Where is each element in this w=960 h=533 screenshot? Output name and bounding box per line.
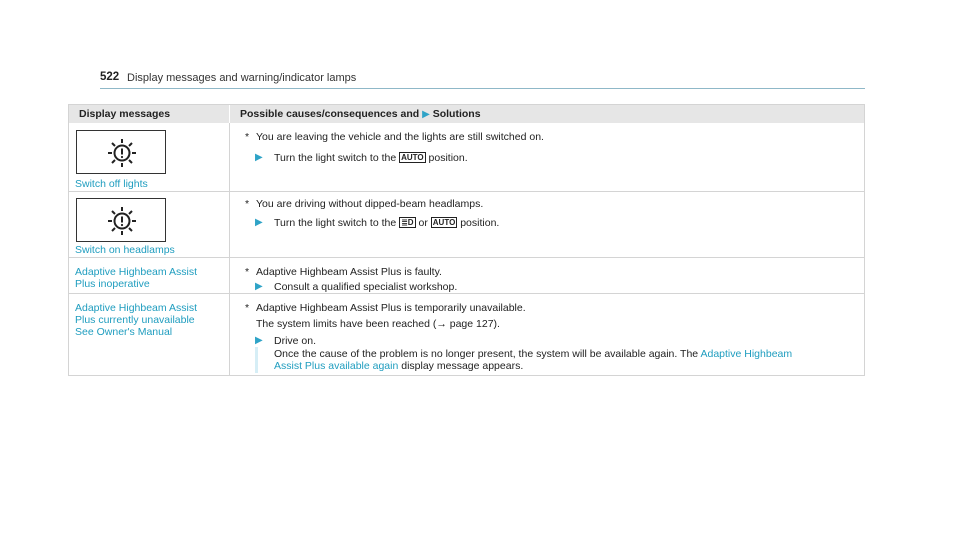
cause-text: Adaptive Highbeam Assist Plus is faulty. [256,266,442,278]
detail-link: Assist Plus available again [274,360,399,372]
step-text-prefix: Turn the light switch to the [274,152,397,164]
column-header-display: Display messages [69,105,229,123]
exterior-lamp-warning-icon [76,198,166,242]
message-line: Plus currently unavailable [75,314,195,326]
asterisk-marker: * [245,266,250,278]
message-line: See Owner's Manual [75,326,173,338]
step-text-prefix: Turn the light switch to the [274,217,397,229]
detail-prefix: Once the cause of the problem is no longer present, the system will be available again. The [274,348,699,360]
message-highbeam-unavailable [75,302,197,338]
asterisk-marker: * [245,302,250,314]
page-number: 522 [100,71,120,83]
auto-light-icon: AUTO [401,153,424,162]
asterisk-marker: * [245,131,250,143]
cause-text: Adaptive Highbeam Assist Plus is temporarily unavailable. [256,302,526,314]
exterior-lamp-warning-icon [76,130,166,174]
step-text-suffix: position. [460,217,500,229]
message-switch-on-headlamps: Switch on headlamps [75,244,175,256]
messages-table [68,104,865,376]
column-header-solutions-text: Solutions [432,108,481,120]
step-text: Drive on. [274,335,317,347]
step-text: Consult a qualified specialist workshop. [274,281,458,293]
column-header-causes [230,105,864,123]
step-highlight-bar [255,347,258,373]
auto-light-icon: AUTO [432,218,456,227]
column-header-causes-text: Possible causes/consequences and [240,108,420,120]
message-line: Adaptive Highbeam Assist [75,302,197,314]
row-divider [69,257,864,258]
step-arrow-icon: ▶ [255,335,263,346]
note-text: The system limits have been reached (→ page 127). [256,318,500,330]
cause-text: You are leaving the vehicle and the lights are still switched on. [256,131,544,143]
step-text-suffix: position. [428,152,468,164]
page-header [100,70,865,89]
step-arrow-icon: ▶ [255,152,263,163]
detail-suffix: display message appears. [401,360,524,372]
message-line: Adaptive Highbeam Assist [75,266,197,278]
message-highbeam-inoperative [75,266,197,290]
asterisk-marker: * [245,198,250,210]
column-divider [229,123,230,375]
arrow-icon: ▶ [422,109,430,120]
row-divider [69,191,864,192]
detail-link: Adaptive Highbeam [700,348,793,360]
step-text [274,217,499,229]
step-text-or: or [418,217,428,229]
step-arrow-icon: ▶ [255,217,263,228]
step-detail-text [274,348,859,372]
step-text [274,152,468,164]
row-divider [69,293,864,294]
step-arrow-icon: ▶ [255,281,263,292]
message-line: Plus inoperative [75,278,150,290]
page-title: Display messages and warning/indicator lamps [127,72,357,84]
message-switch-off-lights: Switch off lights [75,178,148,190]
cause-text: You are driving without dipped-beam headlamps. [256,198,484,210]
dipped-beam-icon: ≣D [401,218,414,227]
